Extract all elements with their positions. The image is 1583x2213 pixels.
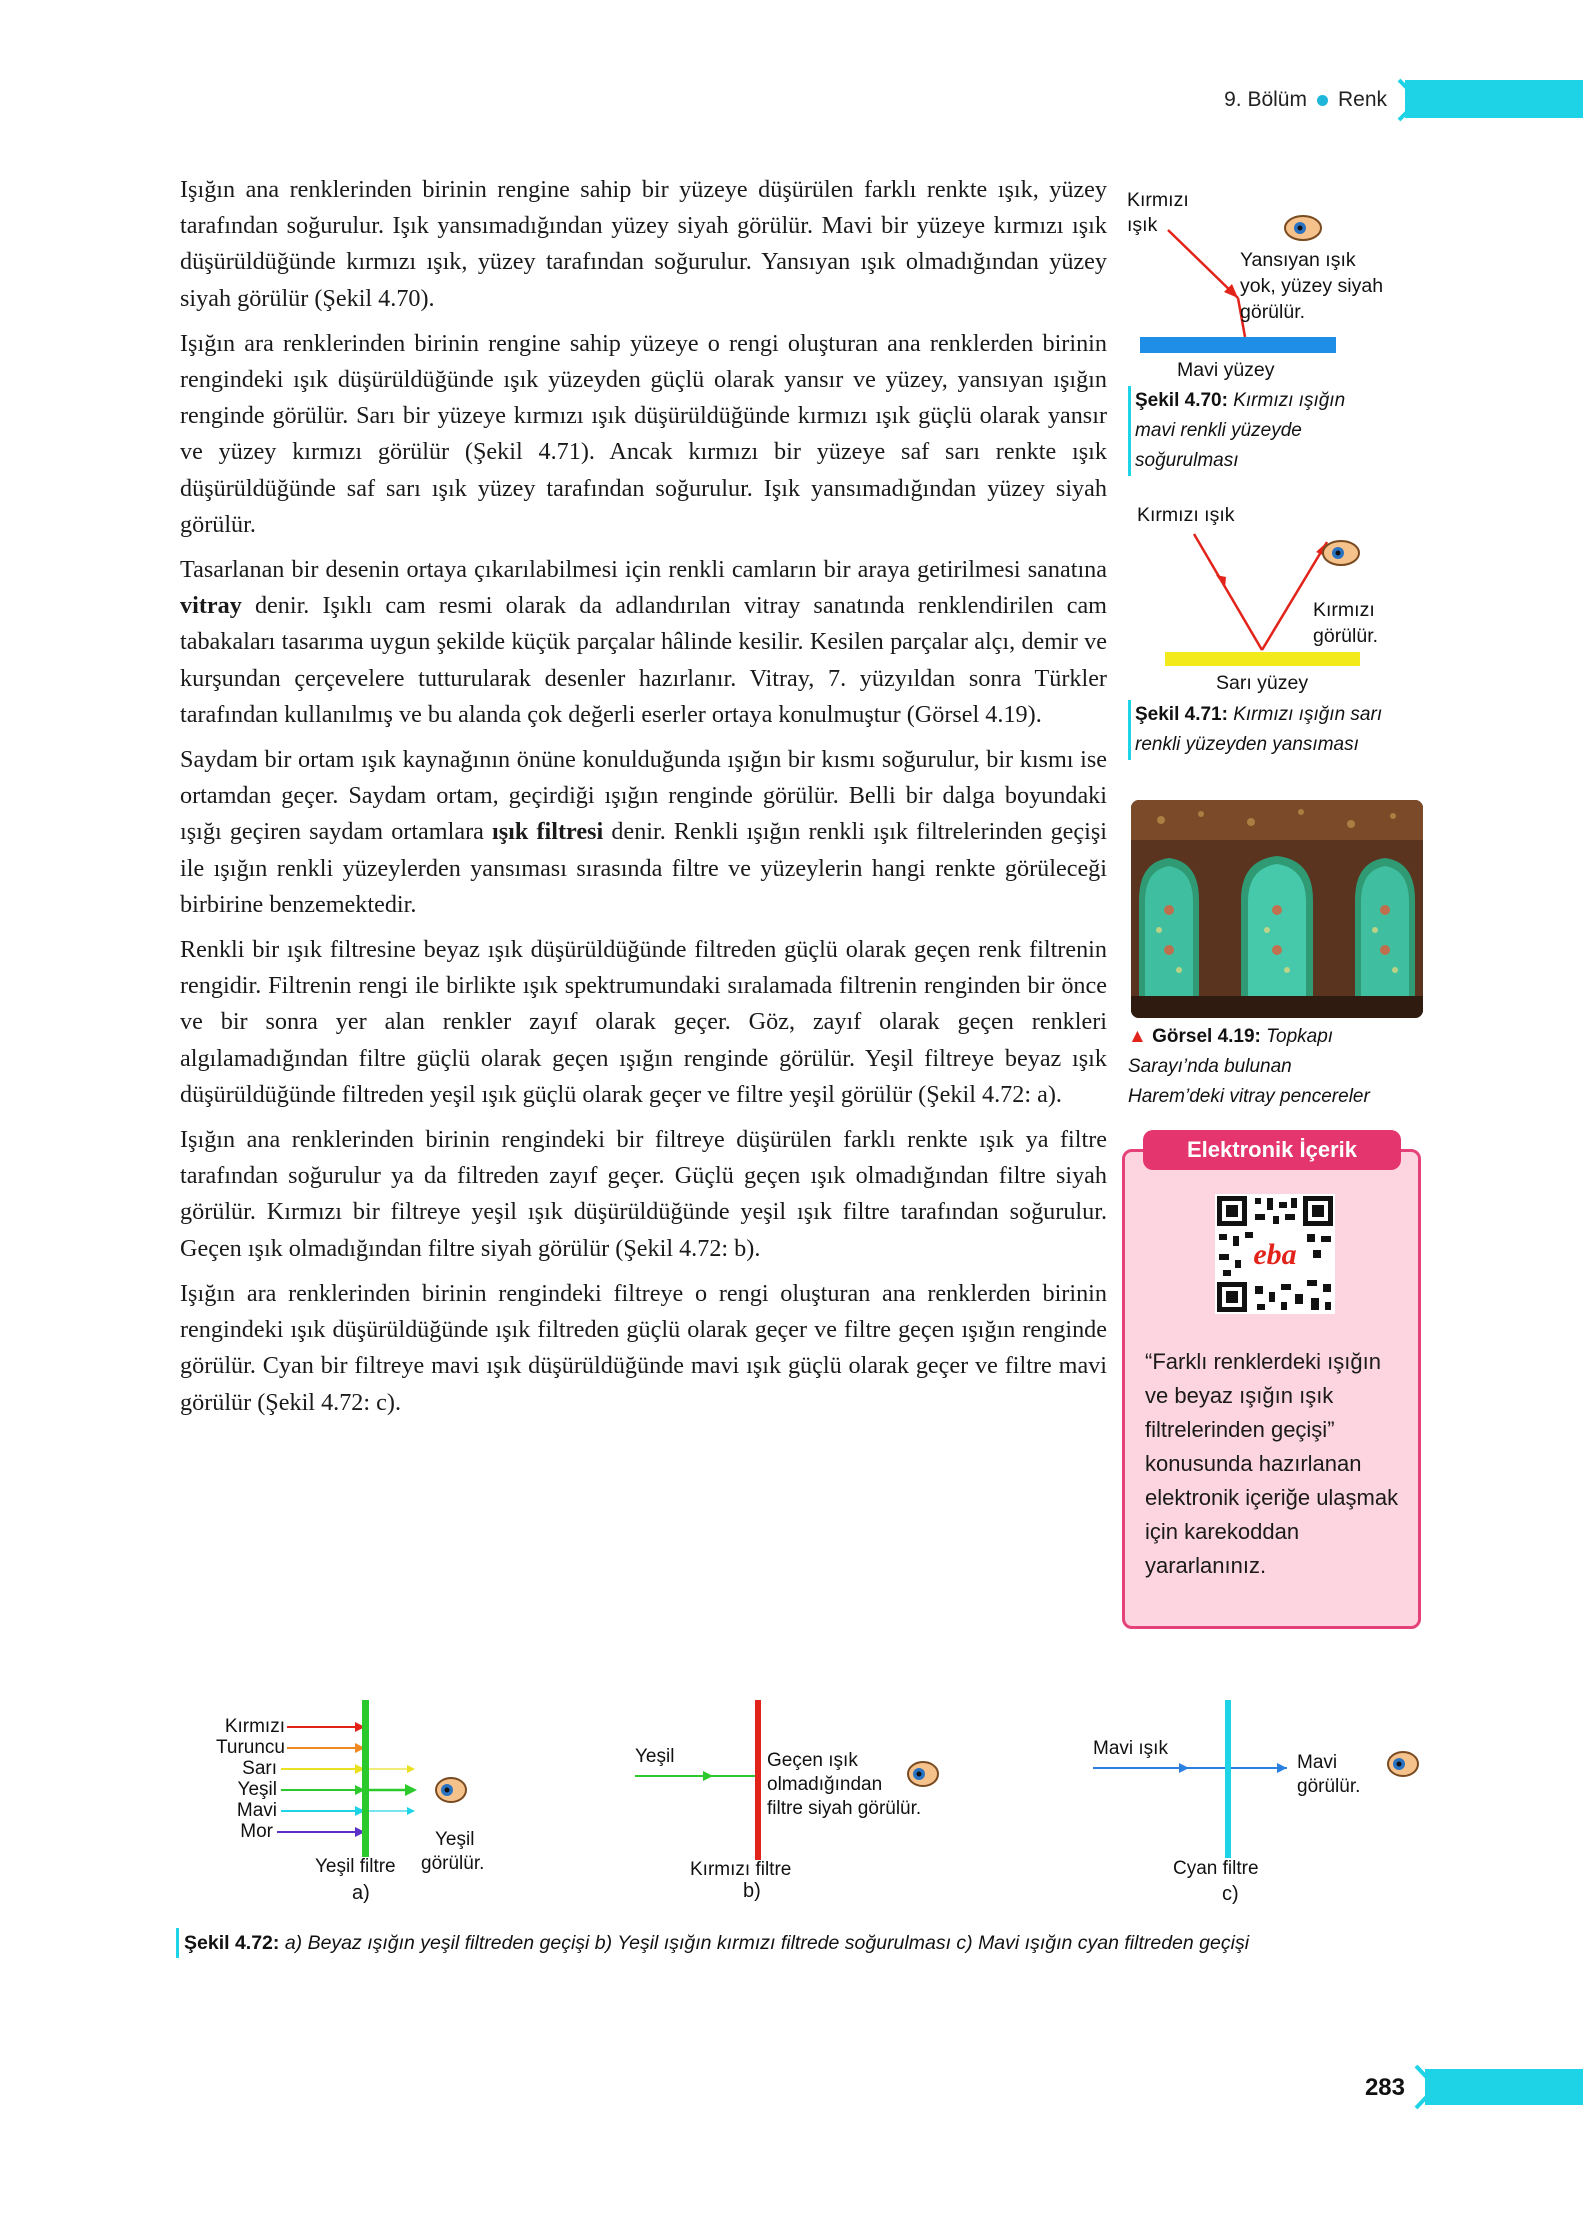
fig470-caption-text-3: soğurulması xyxy=(1135,450,1239,471)
ray-label-green: Yeşil xyxy=(237,1779,277,1800)
fig472-b-note-3: filtre siyah görülür. xyxy=(767,1798,922,1819)
paragraph-3 xyxy=(180,552,1107,733)
fig470-surface-label: Mavi yüzey xyxy=(1177,359,1275,381)
fig470-caption-text-1: Kırmızı ışığın xyxy=(1233,390,1346,411)
fig472-panel-c xyxy=(1093,1700,1418,1905)
fig472-b-ray-label: Yeşil xyxy=(635,1746,675,1767)
fig471-caption-text-2: renkli yüzeyden yansıması xyxy=(1135,734,1359,755)
eye-icon xyxy=(1320,533,1362,573)
fig472-a-letter: a) xyxy=(352,1882,370,1904)
fig471-note-1: Kırmızı xyxy=(1313,599,1375,621)
fig472-caption xyxy=(176,1928,1249,1958)
chapter-label: 9. Bölüm xyxy=(1224,88,1307,111)
paragraph-6: Işığın ana renklerinden birinin rengindeki bir filtreye düşürülen farklı renkte ışık ya filtre tarafından soğurulur ya da filtreden zayıf geçer. Güçlü geçen ışık olmadığından filtre siyah görülür. Kırmızı bir filtreye yeşil ışık düşürüldüğünde yeşil ışık filtre tarafından soğurulur. Geçen ışık olmadığından filtre siyah görülür (Şekil 4.72: b). xyxy=(180,1126,1107,1262)
fig472-c-result-1: Mavi xyxy=(1297,1752,1338,1773)
fig472-a-result-1: Yeşil xyxy=(435,1829,475,1850)
section-label: Renk xyxy=(1337,88,1387,111)
paragraph-5: Renkli bir ışık filtresine beyaz ışık düşürüldüğünde filtreden güçlü olarak geçen renk filtrenin rengidir. Filtrenin rengi ile birlikte ışık spektrumundaki sıralamada filtrenin renginden bir önce ve bir sonra yer alan renkler zayıf olarak geçer. Göz, zayıf olarak geçen renkleri algılamadığından filtre güçlü olarak geçen ışığın renginde görülür. Yeşil filtreye beyaz ışık düşürüldüğünde filtreden yeşil ışık güçlü olarak geçer ve filtre yeşil görülür (Şekil 4.72: a). xyxy=(180,936,1107,1108)
stained-glass-photo xyxy=(1131,800,1423,1018)
term-isik-filtresi: ışık filtresi xyxy=(492,818,604,846)
main-text xyxy=(180,172,1107,1430)
header-tab xyxy=(1405,80,1583,118)
fig470-caption-number: Şekil 4.70: xyxy=(1135,390,1228,411)
ray-label-red: Kırmızı xyxy=(224,1716,285,1737)
qr-code-icon[interactable] xyxy=(1215,1194,1335,1314)
fig472-b-filter-label: Kırmızı filtre xyxy=(690,1859,792,1880)
fig472-panel-b xyxy=(635,1700,938,1902)
fig472-caption-number: Şekil 4.72: xyxy=(184,1932,280,1954)
green-filter xyxy=(362,1700,369,1857)
fig472-caption-text: a) Beyaz ışığın yeşil filtreden geçişi b) Yeşil ışığın kırmızı filtrede soğurulması c) Mavi ışığın cyan filtreden geçişi xyxy=(284,1932,1250,1954)
fig470-light-label-2: ışık xyxy=(1127,214,1158,236)
gorsel419-caption-text-3: Harem’deki vitray pencereler xyxy=(1128,1086,1370,1107)
fig472-panel-a xyxy=(216,1700,484,1904)
fig472-a-result-2: görülür. xyxy=(421,1853,485,1874)
fig470-note-2: yok, yüzey siyah xyxy=(1240,275,1384,297)
paragraph-4 xyxy=(180,742,1107,923)
gorsel419-caption-text-1: Topkapı xyxy=(1266,1026,1334,1047)
gorsel419-caption-text-2: Sarayı’nda bulunan xyxy=(1128,1056,1292,1077)
fig471-caption xyxy=(1128,700,1435,760)
running-header xyxy=(1224,80,1405,120)
ray-label-orange: Turuncu xyxy=(216,1737,285,1758)
paragraph-7: Işığın ara renklerinden birinin rengindeki filtreye o rengi oluşturan ana renklerden birinin rengindeki ışık düşürüldüğünde ışık filtreden güçlü olarak geçer ve filtre geçen ışığın renginde görülür. Cyan bir filtreye mavi ışık düşürüldüğünde mavi ışık güçlü olarak geçer ve filtre mavi görülür (Şekil 4.72: c). xyxy=(180,1279,1107,1416)
figure-4-72 xyxy=(195,1700,1455,1920)
fig471-caption-number: Şekil 4.71: xyxy=(1135,704,1228,725)
red-filter xyxy=(755,1700,761,1860)
paragraph-3-text-b: denir. Işıklı cam resmi olarak da adlandırılan vitray sanatında renklendirilen cam tabakaları tasarıma uygun şekilde küçük parçalar hâlinde kesilir. Kesilen parçalar alçı, demir ve kurşundan çerçevelere tutturularak desenler hazırlanır. Vitray, 7. yüzyıldan sonra Türkler tarafından kullanılmış ve bu alanda çok değerli eserler ortaya konulmuştur (Görsel 4.19). xyxy=(180,592,1107,728)
bullet-dot-icon xyxy=(1317,95,1328,106)
ray-label-yellow: Sarı xyxy=(242,1758,277,1779)
eye-icon xyxy=(436,1778,466,1802)
fig470-caption xyxy=(1128,386,1425,476)
fig472-b-note-2: olmadığından xyxy=(767,1774,883,1795)
fig470-light-label-1: Kırmızı xyxy=(1127,189,1189,211)
eye-icon xyxy=(908,1762,938,1786)
eye-icon xyxy=(1388,1752,1418,1776)
fig470-note-1: Yansıyan ışık xyxy=(1240,249,1356,271)
triangle-icon: ▲ xyxy=(1128,1026,1147,1047)
paragraph-3-text-a: Tasarlanan bir desenin ortaya çıkarılabilmesi için renkli camların bir araya getirilmesi sanatına xyxy=(180,556,1107,584)
gorsel419-caption-number: Görsel 4.19: xyxy=(1152,1026,1261,1047)
electronic-content-text: “Farklı renklerdeki ışığın ve beyaz ışığın ışık filtrelerinden geçişi” konusunda hazırlanan elektronik içeriğe ulaşmak için karekoddan yararlanınız. xyxy=(1145,1349,1399,1578)
term-vitray: vitray xyxy=(180,592,242,620)
fig472-c-ray-label: Mavi ışık xyxy=(1093,1738,1168,1759)
fig472-a-filter-label: Yeşil filtre xyxy=(315,1856,396,1877)
fig470-note-3: görülür. xyxy=(1240,301,1306,323)
paragraph-2: Işığın ara renklerinden birinin rengine sahip yüzeye o rengi oluşturan ana renklerden birinin rengindeki ışık düşürüldüğünde ışık yüzeyden güçlü olarak yansır ve yüzey, yansıyan ışığın renginde görülür. Sarı bir yüzeye kırmızı ışık düşürüldüğünde kırmızı ışık güçlü olarak yansır ve yüzey kırmızı görülür (Şekil 4.71). Ancak kırmızı bir yüzeye saf sarı renkte ışık düşürüldüğünde saf sarı ışık yüzey tarafından soğurulur. Işık yansımadığından yüzey siyah görülür. xyxy=(180,329,1107,538)
paragraph-4-text-a: Saydam bir ortam ışık kaynağının önüne konulduğunda ışığın bir kısmı soğurulur, bir kısmı ise ortamdan geçer. Saydam ortam, geçirdiği ışığın renginde görülür. Belli bir dalga boyundaki ışığı geçiren saydam ortamlara xyxy=(180,746,1107,846)
cyan-filter xyxy=(1225,1700,1231,1858)
fig472-b-note-1: Geçen ışık xyxy=(767,1750,858,1771)
fig471-light-label: Kırmızı ışık xyxy=(1137,504,1235,526)
fig470-blue-surface xyxy=(1140,337,1336,353)
fig472-c-result-2: görülür. xyxy=(1297,1776,1361,1797)
electronic-content-title: Elektronik İçerik xyxy=(1143,1130,1401,1170)
fig471-caption-text-1: Kırmızı ışığın sarı xyxy=(1233,704,1383,725)
paragraph-1: Işığın ana renklerinden birinin rengine sahip bir yüzeye düşürülen farklı renkte ışık, yüzey tarafından soğurulur. Işık yansımadığından yüzey siyah görülür. Mavi bir yüzeye kırmızı ışık düşürüldüğünde kırmızı ışık, yüzey tarafından soğurulur. Yansıyan ışık olmadığından yüzey siyah görülür (Şekil 4.70). xyxy=(180,176,1107,312)
fig470-caption-text-2: mavi renkli yüzeyde xyxy=(1135,420,1302,441)
fig471-surface-label: Sarı yüzey xyxy=(1216,672,1309,694)
ray-label-blue: Mavi xyxy=(236,1800,277,1821)
fig472-c-letter: c) xyxy=(1222,1883,1239,1905)
fig471-yellow-surface xyxy=(1165,652,1360,666)
ray-label-violet: Mor xyxy=(240,1821,273,1842)
qr-logo: eba xyxy=(1253,1238,1297,1271)
fig472-b-letter: b) xyxy=(743,1880,761,1902)
footer-tab xyxy=(1425,2069,1583,2105)
fig471-note-2: görülür. xyxy=(1313,625,1379,647)
gorsel419-caption xyxy=(1128,1022,1428,1112)
fig472-c-filter-label: Cyan filtre xyxy=(1173,1858,1259,1879)
page-number: 283 xyxy=(1364,2074,1405,2101)
eye-icon xyxy=(1282,208,1324,248)
paragraph-4-text-b: denir. Renkli ışığın renkli ışık filtrelerinden geçişi ile ışığın renkli yüzeylerden yansıması sırasında filtre ve yüzeylerin hangi renkte görüleceği birbirine benzemektedir. xyxy=(180,818,1107,918)
